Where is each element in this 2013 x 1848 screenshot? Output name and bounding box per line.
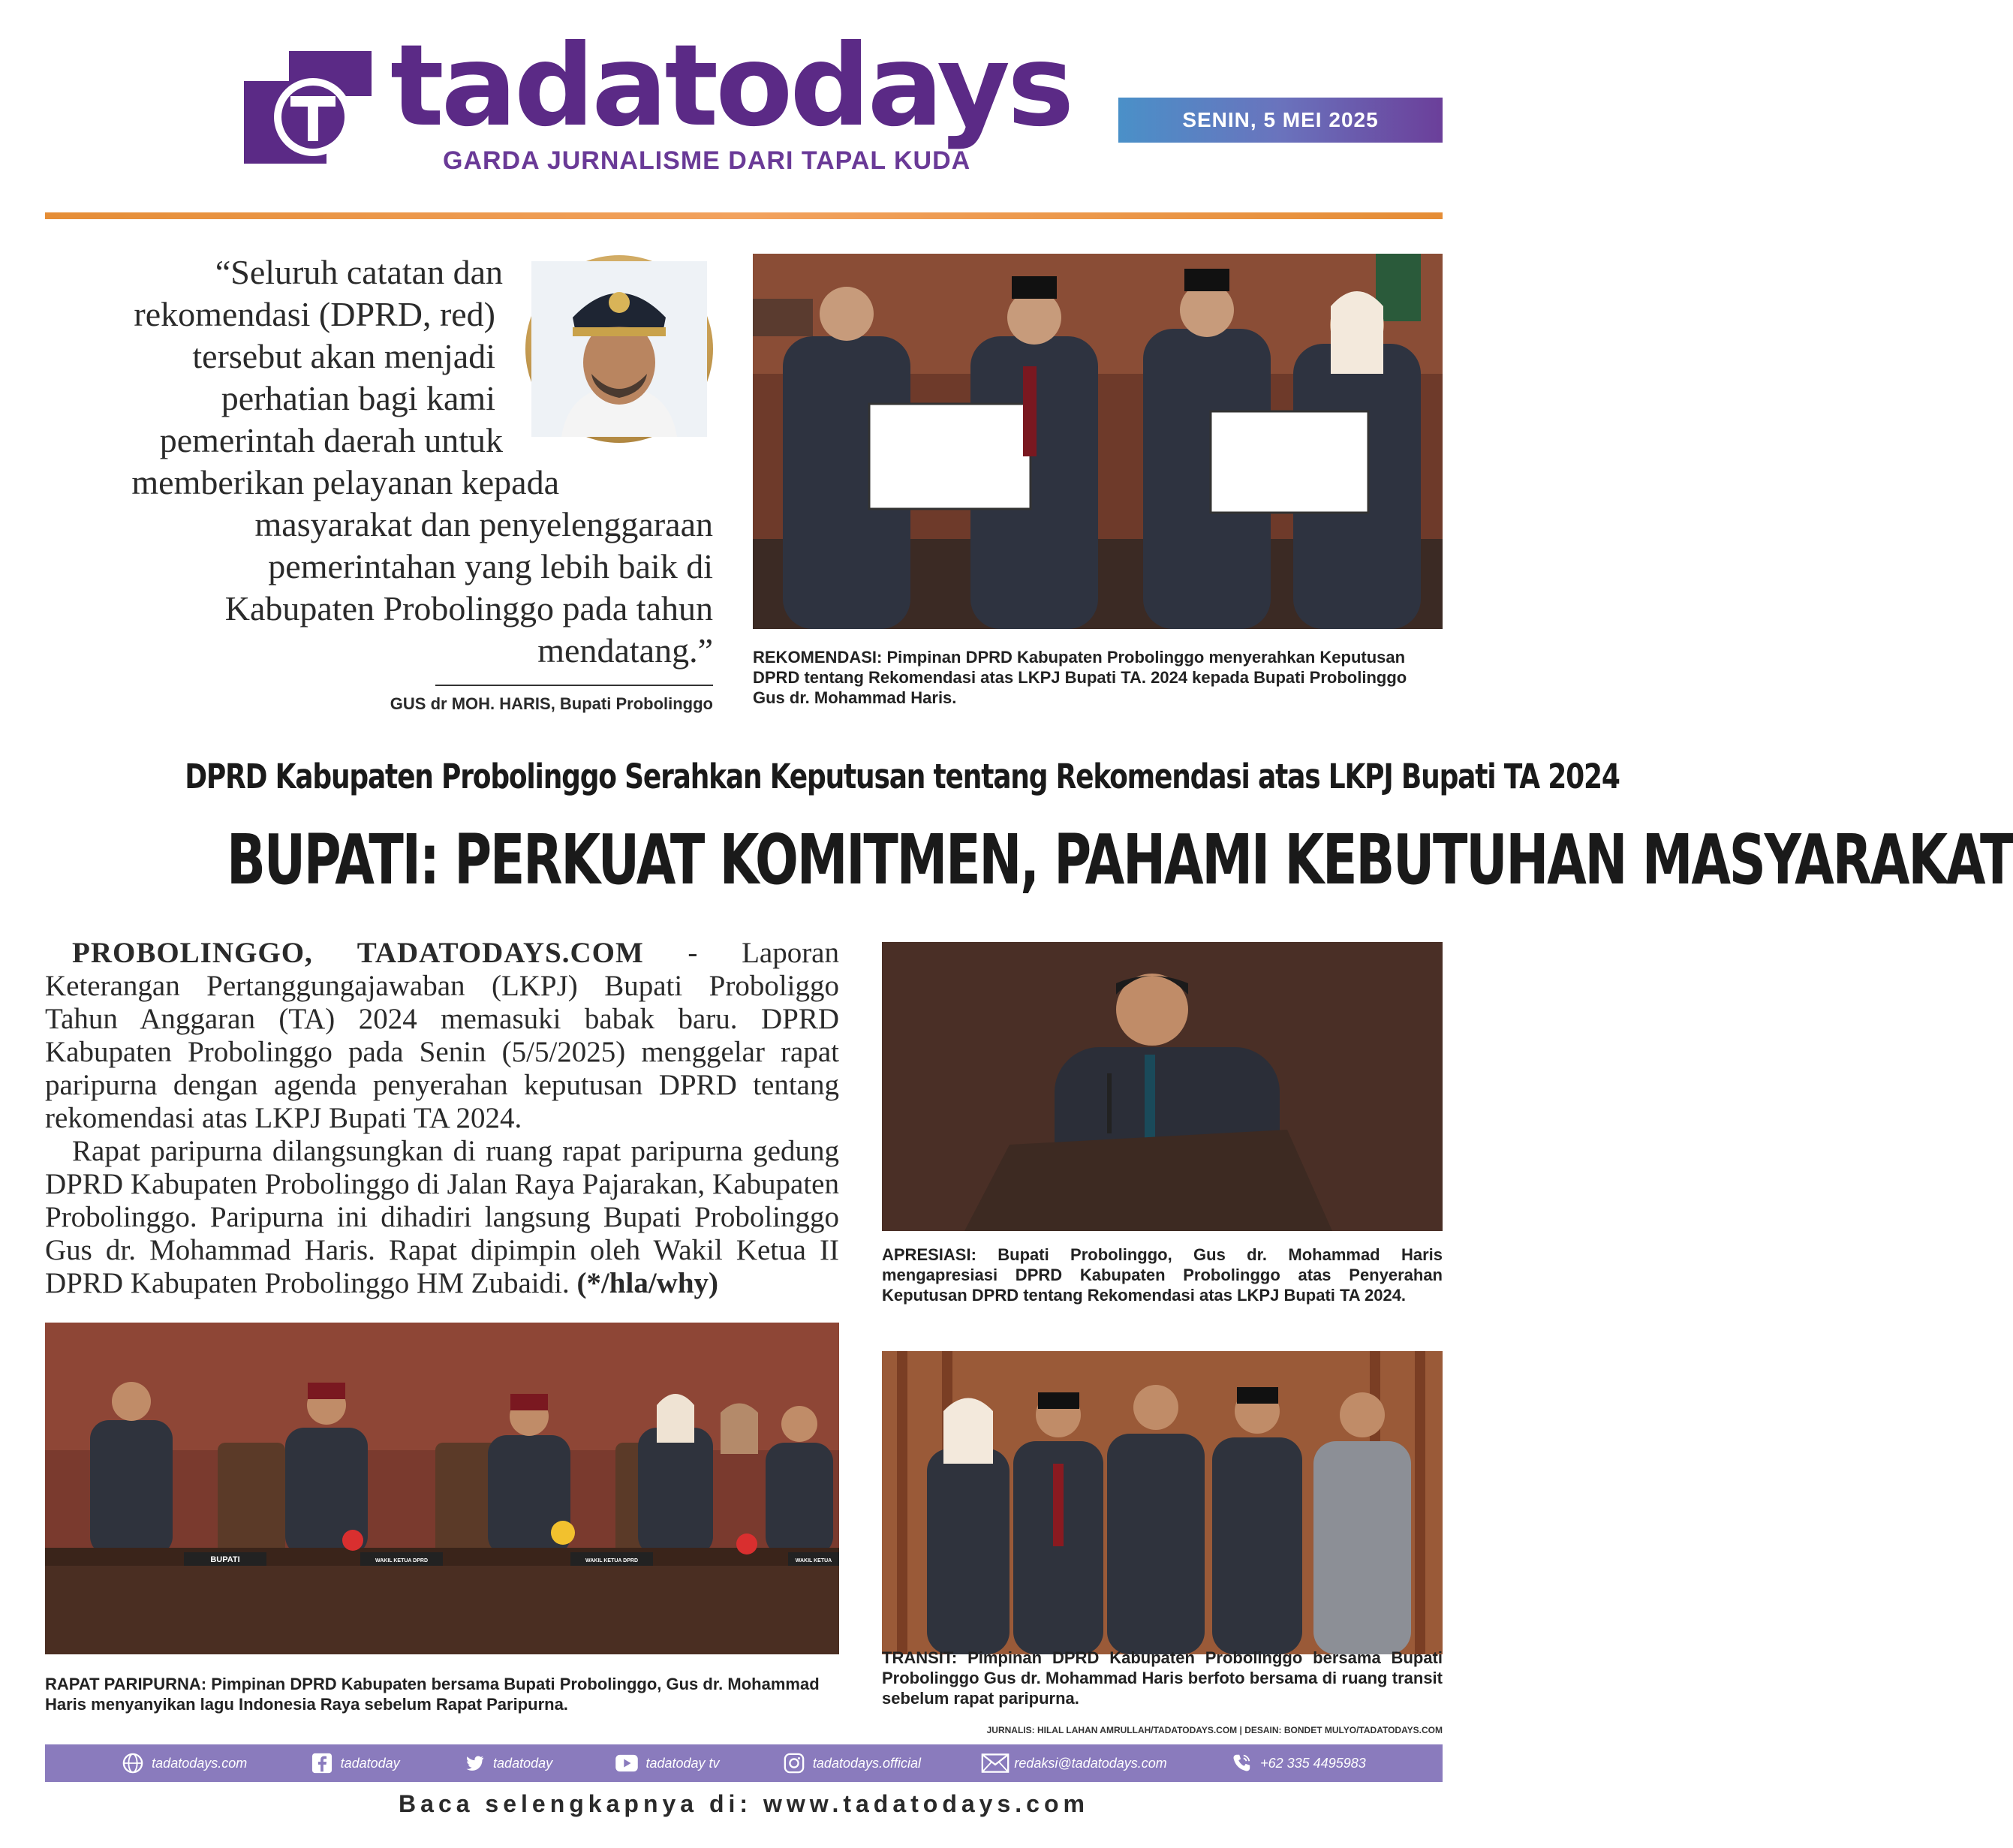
quote-line: Kabupaten Probolinggo pada tahun	[224, 589, 713, 628]
quote-line: perhatian bagi kami	[221, 379, 495, 417]
youtube-icon	[615, 1752, 638, 1774]
brand-name: tadatodays	[390, 21, 1072, 152]
issue-date: SENIN, 5 MEI 2025	[1118, 98, 1443, 143]
phone-icon	[1230, 1752, 1253, 1774]
quote-line: “Seluruh catatan dan	[215, 253, 503, 291]
footer-instagram-text: tadatodays.official	[812, 1755, 922, 1771]
social-footer-bar	[45, 1744, 1443, 1782]
quote-line: mendatang.”	[537, 631, 713, 670]
tagline: GARDA JURNALISME DARI TAPAL KUDA	[443, 146, 971, 175]
caption-label: APRESIASI:	[882, 1245, 976, 1264]
quote-line: pemerintah daerah untuk	[159, 421, 503, 459]
photo-rekomendasi	[753, 254, 1443, 629]
paragraph-1	[45, 937, 839, 1135]
footer-phone-text: +62 335 4495983	[1260, 1755, 1366, 1771]
footer-youtube[interactable]	[615, 1752, 719, 1774]
footer-facebook-text: tadatoday	[340, 1755, 400, 1771]
caption-label: TRANSIT:	[882, 1648, 958, 1667]
article-body	[45, 937, 839, 1300]
twitter-icon	[463, 1752, 486, 1774]
quote-line: pemerintahan yang lebih baik di	[268, 547, 713, 585]
article-kicker: DPRD Kabupaten Probolinggo Serahkan Keputusan tentang Rekomendasi atas LKPJ Bupati TA 2024	[185, 757, 1620, 796]
article-headline: BUPATI: PERKUAT KOMITMEN, PAHAMI KEBUTUHAN MASYARAKAT	[227, 820, 2013, 900]
footer-phone[interactable]	[1230, 1752, 1366, 1774]
quote-line: rekomendasi (DPRD, red)	[134, 295, 495, 333]
top-divider	[45, 212, 1443, 219]
byline-signature: (*/hla/why)	[576, 1267, 718, 1299]
footer-email-text: redaksi@tadatodays.com	[1014, 1755, 1167, 1771]
footer-email[interactable]	[984, 1752, 1166, 1774]
nameplate-wakil-ketua-2: WAKIL KETUA DPRD	[585, 1558, 638, 1564]
paragraph-1-text: - Laporan Keterangan Pertanggungajawaban (LKPJ) Bupati Proboliggo Tahun Anggaran (TA) 2024 memasuki babak baru. DPRD Kabupaten Probolinggo pada Senin (5/5/2025) menggelar rapat paripurna dengan agenda penyerahan keputusan DPRD tentang rekomendasi atas LKPJ Bupati TA 2024.	[45, 937, 839, 1134]
facebook-icon	[311, 1752, 333, 1774]
footer-website[interactable]	[122, 1752, 247, 1774]
nameplate-wakil-ketua-1: WAKIL KETUA DPRD	[375, 1558, 428, 1564]
caption-text: Pimpinan DPRD Kabupaten bersama Bupati Probolinggo, Gus dr. Mohammad Haris menyanyikan lagu Indonesia Raya sebelum Rapat Paripurna.	[45, 1675, 820, 1714]
globe-icon	[122, 1752, 144, 1774]
attribution-rule	[435, 685, 713, 686]
caption-text: Bupati Probolinggo, Gus dr. Mohammad Haris mengapresiasi DPRD Kabupaten Probolinggo atas Penyerahan Keputusan DPRD tentang Rekomendasi atas LKPJ Bupati TA 2024.	[882, 1245, 1443, 1305]
caption-text: Pimpinan DPRD Kabupaten Probolinggo bersama Bupati Probolinggo Gus dr. Mohammad Haris berfoto bersama di ruang transit sebelum rapat paripurna.	[882, 1648, 1443, 1708]
caption-label: RAPAT PARIPURNA:	[45, 1675, 207, 1693]
footer-facebook[interactable]	[311, 1752, 400, 1774]
footer-youtube-text: tadatoday tv	[645, 1755, 720, 1771]
mail-icon	[984, 1752, 1006, 1774]
quote-line: memberikan pelayanan kepada	[131, 463, 559, 501]
caption-rekomendasi	[753, 647, 1443, 708]
tadatodays-logo-icon	[244, 51, 372, 171]
quote-attribution: GUS dr MOH. HARIS, Bupati Probolinggo	[390, 694, 713, 713]
nameplate-bupati: BUPATI	[210, 1555, 240, 1564]
caption-transit	[882, 1648, 1443, 1708]
footer-twitter-text: tadatoday	[493, 1755, 553, 1771]
nameplate-wakil-ketua-3: WAKIL KETUA	[795, 1558, 832, 1564]
quote-line: masyarakat dan penyelenggaraan	[254, 505, 713, 543]
quote-line: tersebut akan menjadi	[192, 337, 495, 375]
read-more-link[interactable]: Baca selengkapnya di: www.tadatodays.com	[399, 1790, 1089, 1817]
footer-twitter[interactable]	[463, 1752, 552, 1774]
dateline: PROBOLINGGO, TADATODAYS.COM	[72, 937, 644, 969]
paragraph-2-text: Rapat paripurna dilangsungkan di ruang rapat paripurna gedung DPRD Kabupaten Probolinggo di Jalan Raya Pajarakan, Kabupaten Probolinggo. Paripurna ini dihadiri langsung Bupati Probolinggo Gus dr. Mohammad Haris. Rapat dipimpin oleh Wakil Ketua II DPRD Kabupaten Probolinggo HM Zubaidi.	[45, 1135, 839, 1299]
paragraph-2	[45, 1135, 839, 1300]
photo-rapat-paripurna	[45, 1323, 839, 1654]
photo-transit	[882, 1351, 1443, 1654]
caption-label: REKOMENDASI:	[753, 648, 883, 667]
caption-apresiasi	[882, 1245, 1443, 1305]
instagram-icon	[783, 1752, 805, 1774]
bupati-portrait	[525, 255, 713, 443]
photo-apresiasi	[882, 942, 1443, 1231]
footer-website-text: tadatodays.com	[152, 1755, 248, 1771]
caption-rapat-paripurna	[45, 1674, 839, 1714]
credits: JURNALIS: HILAL LAHAN AMRULLAH/TADATODAYS.COM | DESAIN: BONDET MULYO/TADATODAYS.COM	[986, 1725, 1443, 1735]
footer-instagram[interactable]	[783, 1752, 921, 1774]
caption-text: Pimpinan DPRD Kabupaten Probolinggo menyerahkan Keputusan DPRD tentang Rekomendasi atas LKPJ Bupati TA. 2024 kepada Bupati Probolinggo Gus dr. Mohammad Haris.	[753, 648, 1407, 707]
